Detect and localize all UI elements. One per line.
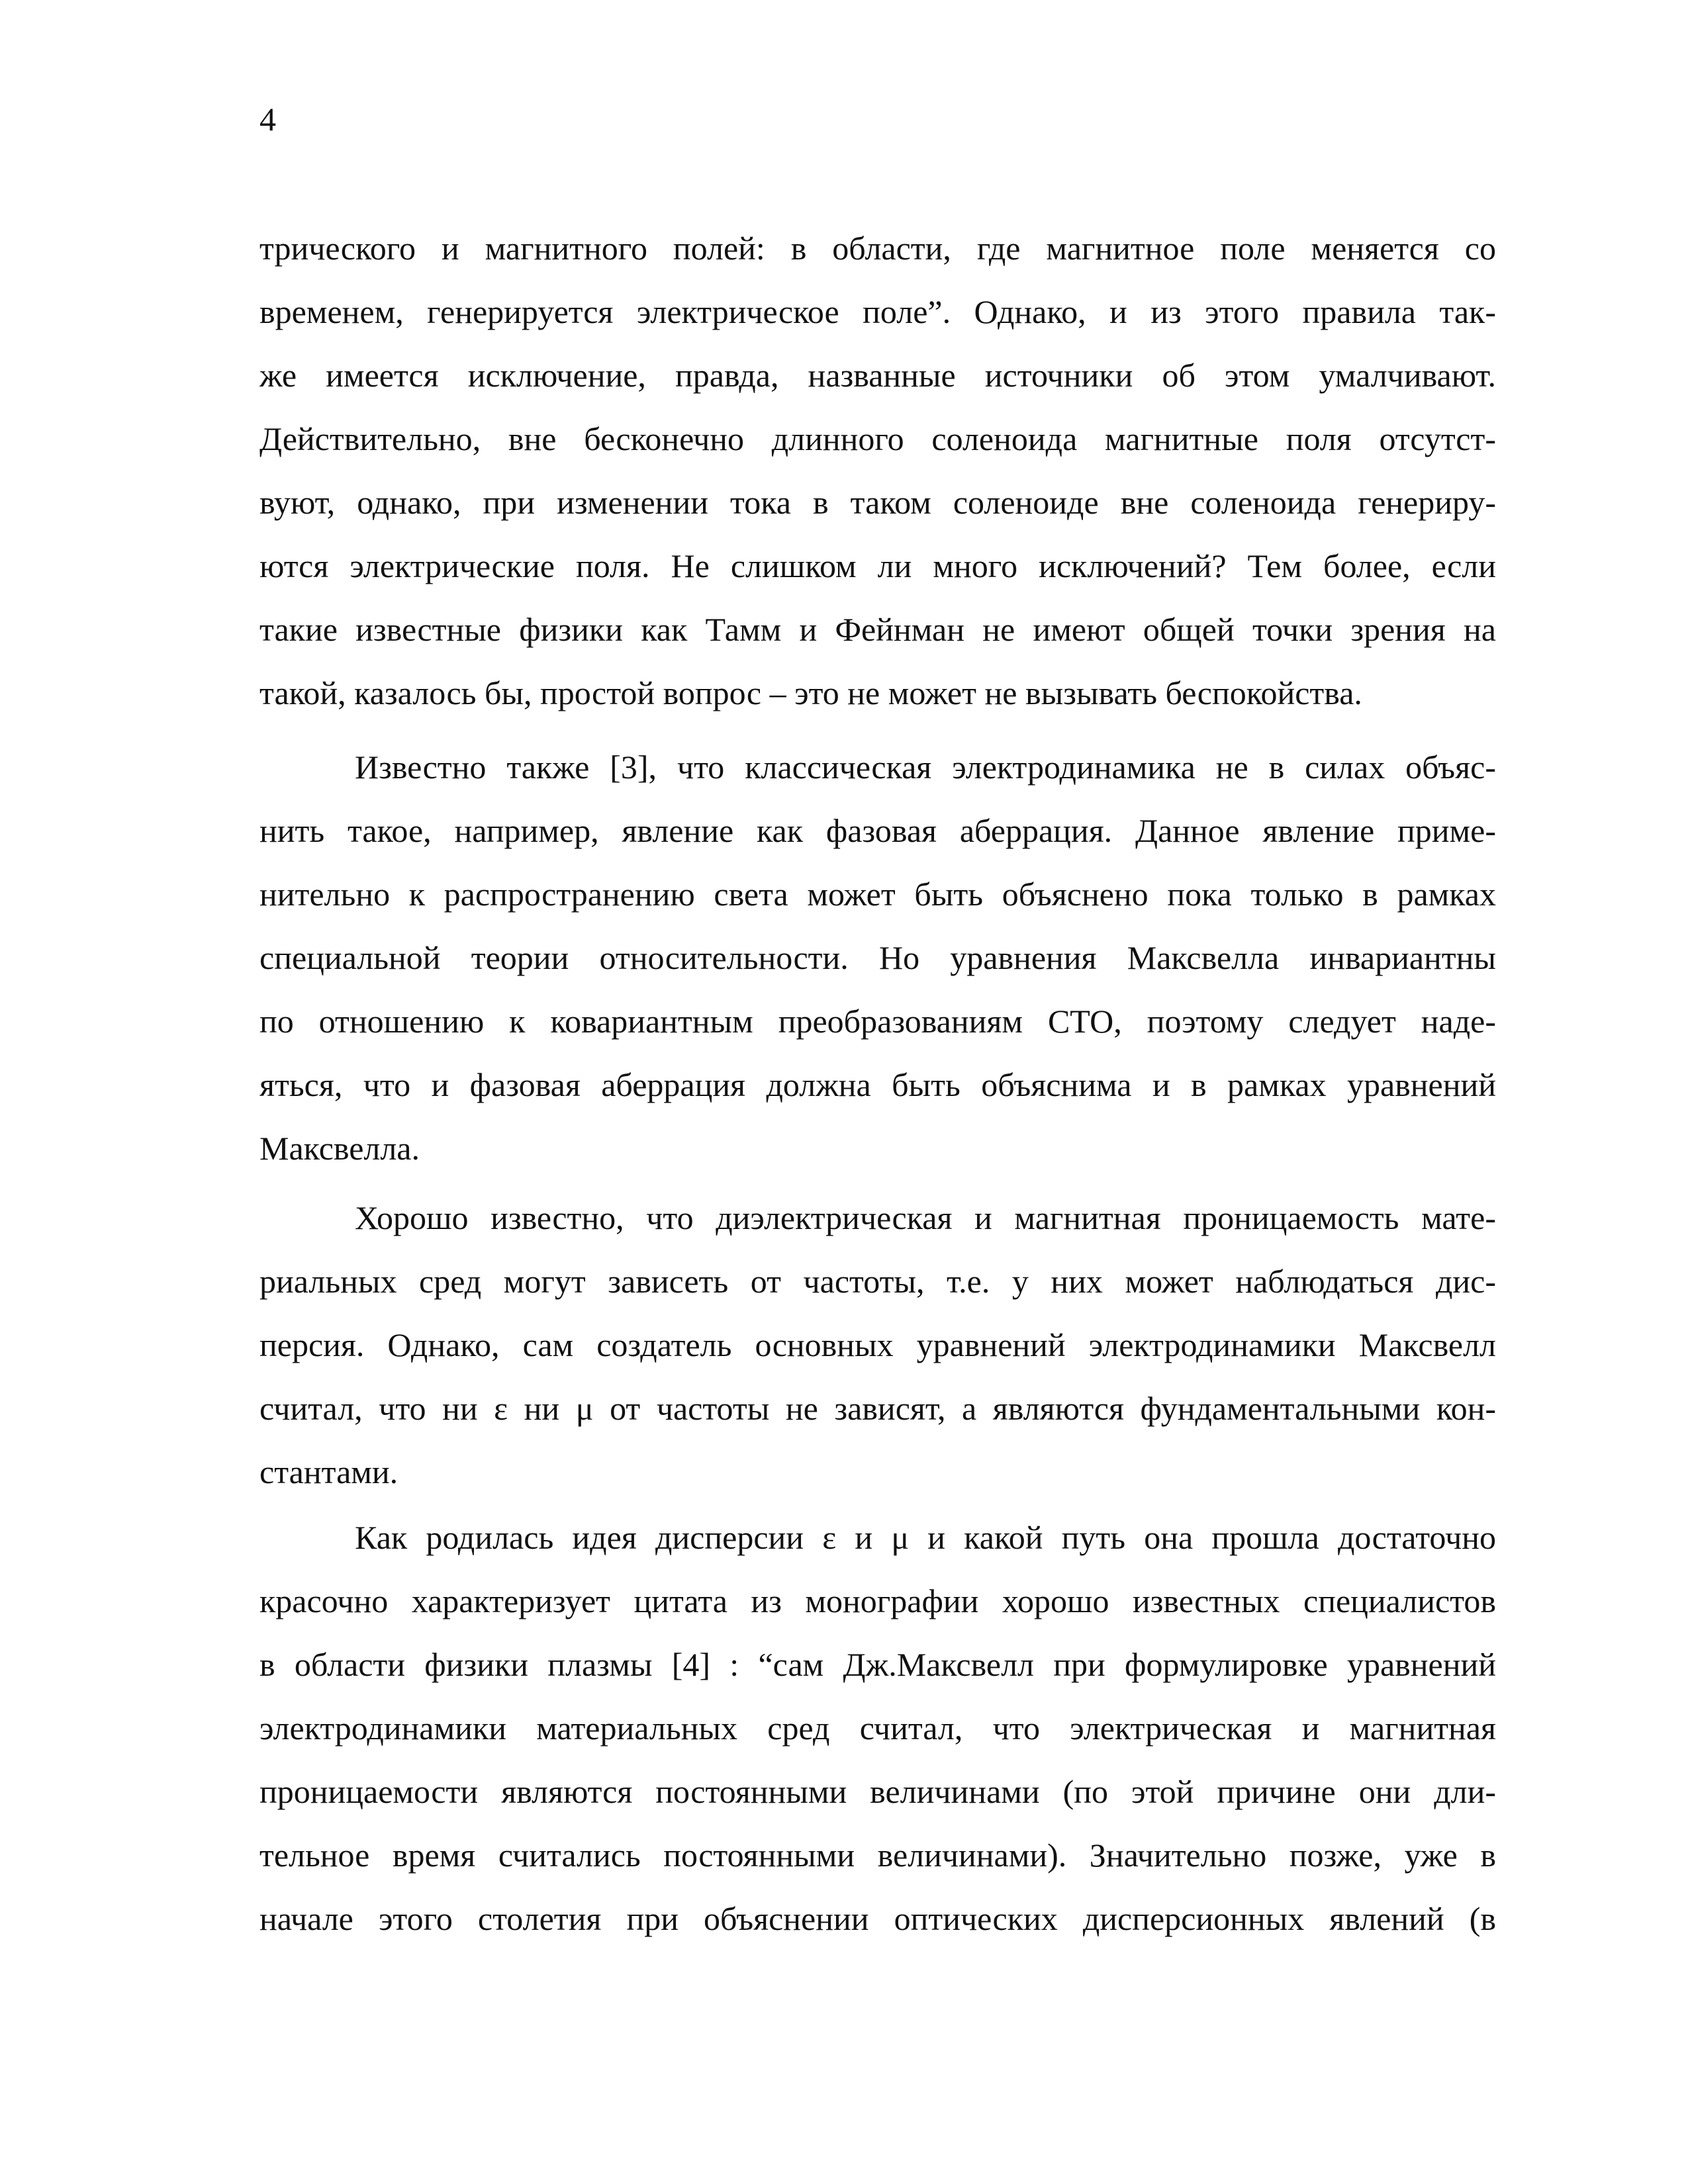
text-line: яться, что и фазовая аберрация должна быть объяснима и в рамках уравнений xyxy=(259,1066,1496,1103)
text-line: вуют, однако, при изменении тока в таком соленоиде вне соленоида генериру- xyxy=(259,484,1496,521)
text-line: в области физики плазмы [4] : “сам Дж.Максвелл при формулировке уравнений xyxy=(259,1646,1496,1683)
text-line: Максвелла. xyxy=(259,1130,420,1167)
text-line: красочно характеризует цитата из монографии хорошо известных специалистов xyxy=(259,1582,1496,1619)
text-line: такой, казалось бы, простой вопрос – это не может не вызывать беспокойства. xyxy=(259,674,1362,711)
text-line: риальных сред могут зависеть от частоты, т.е. у них может наблюдаться дис- xyxy=(259,1263,1496,1300)
text-line: электродинамики материальных сред считал, что электрическая и магнитная xyxy=(259,1709,1496,1747)
text-line: начале этого столетия при объяснении оптических дисперсионных явлений (в xyxy=(259,1900,1496,1937)
paragraph-1 xyxy=(259,216,1496,725)
text-line: Известно также [3], что классическая электродинамика не в силах объяс- xyxy=(355,749,1496,786)
text-line: тельное время считались постоянными величинами). Значительно позже, уже в xyxy=(259,1837,1496,1874)
text-line: проницаемости являются постоянными величинами (по этой причине они дли- xyxy=(259,1773,1496,1810)
text-line: специальной теории относительности. Но уравнения Максвелла инвариантны xyxy=(259,939,1496,976)
text-line: нить такое, например, явление как фазовая аберрация. Данное явление приме- xyxy=(259,812,1496,849)
text-line: считал, что ни ε ни μ от частоты не зависят, а являются фундаментальными кон- xyxy=(259,1390,1496,1427)
text-line: Как родилась идея дисперсии ε и μ и какой путь она прошла достаточно xyxy=(355,1519,1496,1556)
text-line: Хорошо известно, что диэлектрическая и магнитная проницаемость мате- xyxy=(355,1199,1496,1236)
text-line: временем, генерируется электрическое поле”. Однако, и из этого правила так- xyxy=(259,293,1496,330)
text-line: такие известные физики как Тамм и Фейнман не имеют общей точки зрения на xyxy=(259,611,1496,648)
paragraph-2 xyxy=(259,735,1496,1180)
page-number: 4 xyxy=(259,101,276,138)
text-line: персия. Однако, сам создатель основных уравнений электродинамики Максвелл xyxy=(259,1326,1496,1363)
text-line: стантами. xyxy=(259,1453,399,1490)
text-line: Действительно, вне бесконечно длинного соленоида магнитные поля отсутст- xyxy=(259,420,1496,457)
text-line: ются электрические поля. Не слишком ли много исключений? Тем более, если xyxy=(259,547,1496,584)
text-line: же имеется исключение, правда, названные источники об этом умалчивают. xyxy=(259,357,1496,394)
text-line: по отношению к ковариантным преобразованиям СТО, поэтому следует наде- xyxy=(259,1003,1496,1040)
paragraph-3 xyxy=(259,1186,1496,1504)
text-line: трического и магнитного полей: в области, где магнитное поле меняется со xyxy=(259,230,1496,267)
text-line: нительно к распространению света может быть объяснено пока только в рамках xyxy=(259,876,1496,913)
paragraph-4 xyxy=(259,1506,1496,1950)
